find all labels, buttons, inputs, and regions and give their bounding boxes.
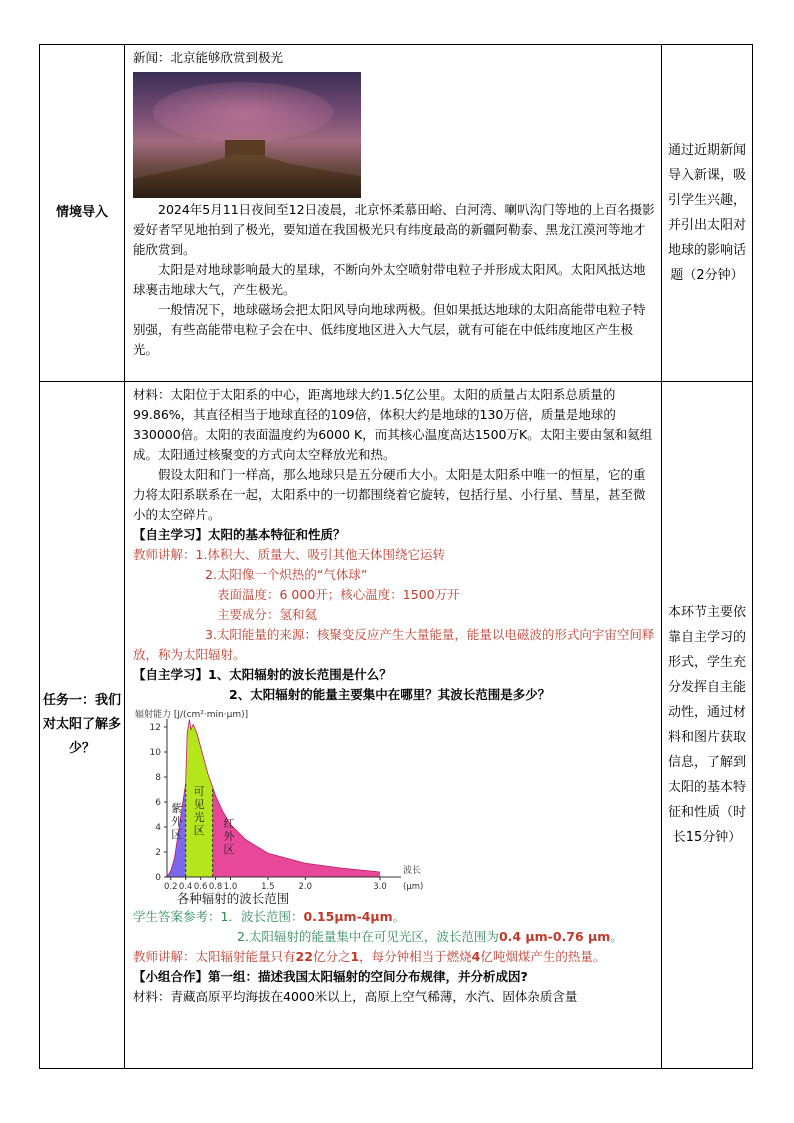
x-tick-label: 3.0: [373, 882, 387, 892]
material-text: 假设太阳和门一样高，那么地球只是五分硬币大小。太阳是太阳系中唯一的恒星，它的重力将太阳系联系在一起，太阳系中的一切都围绕着它旋转，包括行星、小行星、彗星，甚至微小的太空碎片。: [133, 467, 646, 522]
region-label: 区: [171, 828, 183, 841]
material-text: 材料：青藏高原平均海拔在4000米以上，高原上空气稀薄，水汽、固体杂质含量: [133, 989, 578, 1004]
chart-title: 各种辐射的波长范围: [176, 891, 290, 906]
teacher-explain-item: 主要成分：氢和氦: [217, 607, 318, 622]
design-note: 通过近期新闻导入新课，吸引学生兴趣，并引出太阳对地球的影响话题（2分钟）: [667, 143, 746, 283]
region-label: 红: [223, 817, 235, 830]
study-question: 2、太阳辐射的能量主要集中在哪里？其波长范围是多少？: [229, 687, 551, 702]
study-question: 【自主学习】太阳的基本特征和性质？: [133, 527, 346, 542]
news-paragraph: 一般情况下，地球磁场会把太阳风导向地球两极。但如果抵达地球的太阳高能带电粒子特别强，有些高能带电粒子会在中、低纬度地区进入大气层，就有可能在中低纬度地区产生极光。: [133, 302, 646, 357]
spectrum-chart-svg: [133, 707, 433, 907]
y-tick-label: 10: [149, 748, 161, 758]
teacher-explain: 教师讲解：太阳辐射能量只有22亿分之1，每分钟相当于燃烧4亿吨烟煤产生的热量。: [133, 949, 606, 964]
section-label: 任务一：我们对太阳了解多少？: [40, 382, 125, 1069]
section-label: 情境导入: [40, 45, 125, 382]
region-label: 紫: [171, 802, 183, 815]
study-question: 【自主学习】1、太阳辐射的波长范围是什么？: [133, 667, 392, 682]
x-tick-label: 0.6: [193, 882, 208, 892]
x-tick-label: 0.4: [178, 882, 193, 892]
student-answer: 学生答案参考：1．波长范围：0.15μm-4μm。: [133, 909, 406, 924]
x-axis-label: 波长: [403, 866, 422, 876]
group-task: 【小组合作】第一组：描述我国太阳辐射的空间分布规律，并分析成因?: [133, 969, 528, 984]
region-label: 见: [193, 798, 205, 811]
lesson-plan-table: [39, 44, 753, 1069]
news-paragraph: 2024年5月11日夜间至12日凌晨，北京怀柔慕田峪、白河湾、喇叭沟门等地的上百名摄影爱好者罕见地拍到了极光，要知道在我国极光只有纬度最高的新疆阿勒泰、黑龙江漠河等地才能欣赏到。: [133, 202, 655, 257]
material-text: 材料：太阳位于太阳系的中心，距离地球大约1.5亿公里。太阳的质量占太阳系总质量的99.86%，其直径相当于地球直径的109倍，体积大约是地球的130万倍，质量是地球的330000倍。太阳的表面温度约为6000 K，而其核心温度高达1500万K。太阳主要由氢和氦组成。太阳通过核聚变的方式向太空释放光和热。: [133, 387, 653, 462]
x-tick-label: 1.0: [223, 882, 238, 892]
row-scene-intro: [40, 45, 753, 382]
x-tick-label: 2.0: [298, 882, 313, 892]
content-cell: [125, 382, 662, 1069]
x-tick-label: 0.8: [208, 882, 223, 892]
teacher-explain-item: 2.太阳像一个炽热的“气体球”: [205, 567, 368, 582]
region-label: 外: [171, 815, 183, 828]
solar-radiation-spectrum-chart: [133, 707, 433, 907]
region-label: 光: [193, 811, 205, 824]
row-task-one: [40, 382, 753, 1069]
design-note-cell: [662, 382, 753, 1069]
design-note: 本环节主要依靠自主学习的形式，学生充分发挥自主能动性，通过材料和图片获取信息，了解到太阳的基本特征和性质（时长15分钟）: [667, 605, 746, 845]
y-tick-label: 6: [155, 798, 161, 808]
x-tick-label: 0.2: [163, 882, 178, 892]
teacher-explain-item: 3.太阳能量的来源：核聚变反应产生大量能量，能量以电磁波的形式向宇宙空间释放，称为太阳辐射。: [133, 627, 655, 662]
y-tick-label: 4: [155, 823, 161, 833]
y-tick-label: 8: [155, 773, 161, 783]
region-label: 区: [223, 843, 235, 856]
region-label: 外: [223, 830, 235, 843]
news-title: 新闻：北京能够欣赏到极光: [133, 50, 284, 65]
y-axis-label: 辐射能力 [J/(cm²·min·μm)]: [135, 710, 249, 720]
y-tick-label: 2: [155, 848, 161, 858]
content-cell: [125, 45, 662, 382]
y-tick-label: 12: [149, 723, 161, 733]
teacher-explain-item: 表面温度：6 000开；核心温度：1500万开: [217, 587, 460, 602]
x-tick-label: 1.5: [261, 882, 275, 892]
x-axis-unit: (μm): [403, 882, 424, 892]
region-label: 可: [193, 785, 205, 798]
region-label: 区: [193, 824, 205, 837]
teacher-explain: 教师讲解：1.体积大、质量大、吸引其他天体围绕它运转: [133, 547, 445, 562]
design-note-cell: [662, 45, 753, 382]
news-paragraph: 太阳是对地球影响最大的星球，不断向外太空喷射带电粒子并形成太阳风。太阳风抵达地球裹击地球大气，产生极光。: [133, 262, 646, 297]
y-tick-label: 0: [155, 873, 161, 883]
student-answer: 2.太阳辐射的能量集中在可见光区，波长范围为0.4 μm-0.76 μm。: [237, 929, 623, 944]
aurora-great-wall-photo: [133, 72, 361, 198]
